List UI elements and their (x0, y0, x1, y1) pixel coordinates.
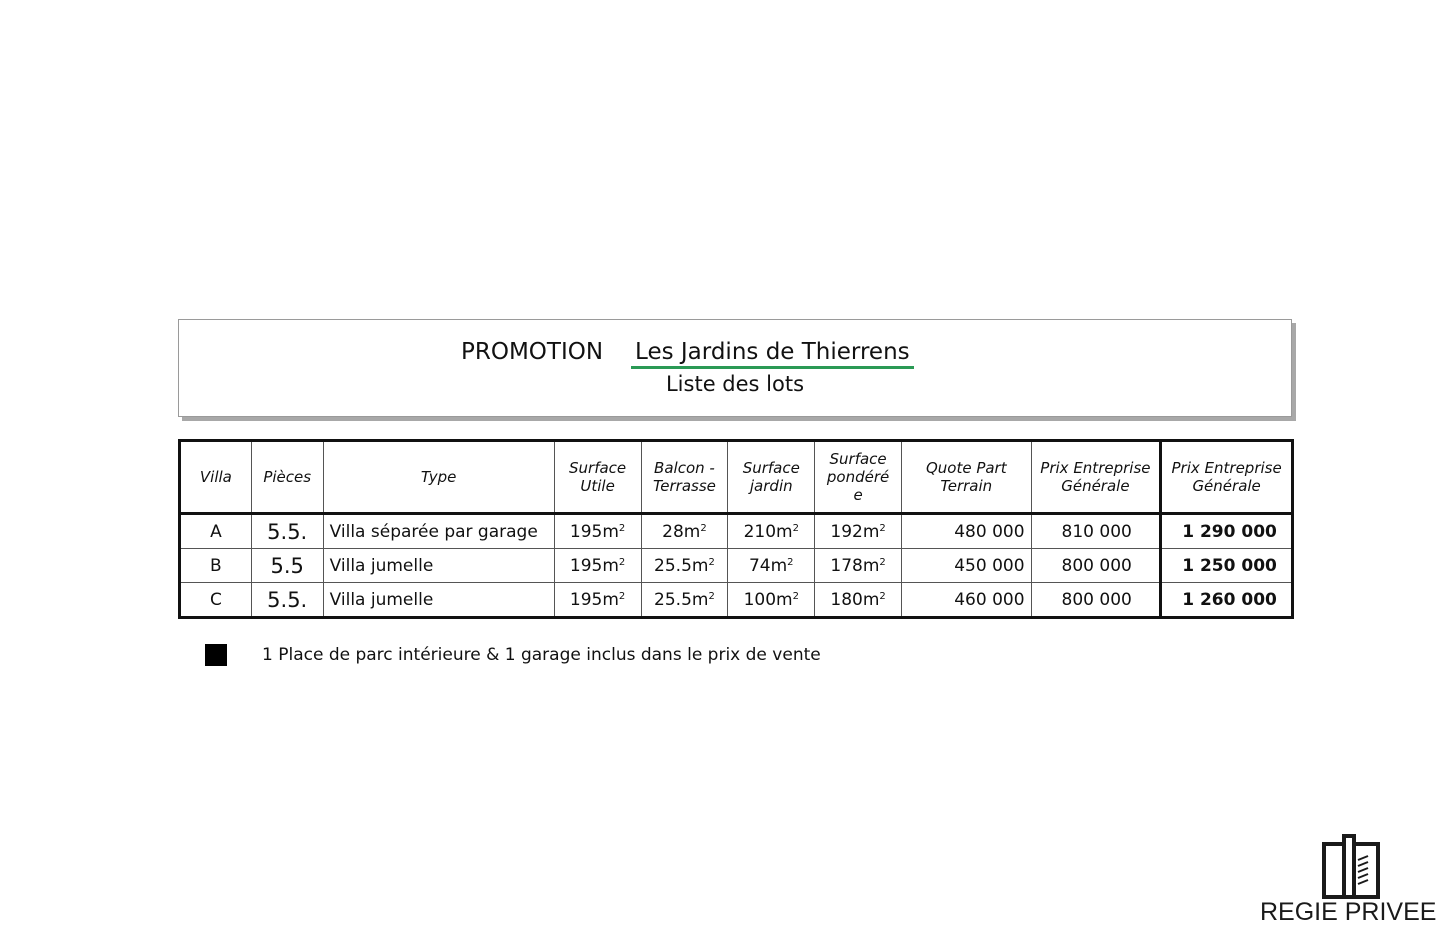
cell-villa (180, 549, 252, 583)
cell-value: 25.5m (654, 555, 709, 576)
cell-prix-entreprise (1031, 514, 1161, 549)
column-header-surface-utile (554, 441, 641, 514)
column-header-line: Surface (742, 459, 800, 477)
cell-value: 195m (569, 555, 619, 576)
column-header-line: Surface (829, 450, 887, 468)
column-header-line: Balcon - (654, 459, 715, 477)
cell-villa (180, 514, 252, 549)
column-header-surface-jardin (728, 441, 815, 514)
cell-balcon (641, 514, 728, 549)
cell-balcon (641, 583, 728, 618)
cell-value: 5.5. (267, 519, 308, 544)
cell-ponderee (815, 583, 902, 618)
cell-value: 5.5 (270, 553, 304, 578)
cell-value: 1 260 000 (1182, 589, 1277, 610)
unit-superscript: 2 (879, 522, 886, 534)
cell-value: 210m (743, 521, 793, 542)
cell-prix-entreprise (1031, 583, 1161, 618)
unit-superscript: 2 (708, 556, 715, 568)
cell-value: 74m (748, 555, 788, 576)
cell-type (323, 514, 554, 549)
column-header-surface-ponderee (815, 441, 902, 514)
table-header-row (180, 441, 1293, 514)
column-header-line: Pièces (263, 468, 312, 486)
cell-jardin (728, 514, 815, 549)
cell-balcon (641, 549, 728, 583)
logo-text: REGIE PRIVEE (1260, 898, 1437, 926)
cell-prix-total (1161, 549, 1293, 583)
company-logo (1258, 832, 1440, 927)
table-row (180, 583, 1293, 618)
column-header-line: Quote Part (925, 459, 1007, 477)
unit-superscript: 2 (879, 556, 886, 568)
column-header-prix-total (1161, 441, 1293, 514)
footnote (205, 644, 821, 666)
cell-value: 1 250 000 (1182, 555, 1277, 576)
column-header-line: pondéré (826, 468, 890, 486)
cell-prix-total (1161, 514, 1293, 549)
header-box (178, 319, 1292, 417)
cell-value: 195m (569, 589, 619, 610)
unit-superscript: 2 (879, 590, 886, 602)
column-header-quote-part-terrain (902, 441, 1032, 514)
cell-value: 195m (569, 521, 619, 542)
cell-value: 480 000 (954, 521, 1025, 542)
column-header-line: e (853, 486, 863, 504)
cell-ponderee (815, 514, 902, 549)
promotion-title (461, 338, 914, 369)
cell-value: 5.5. (267, 587, 308, 612)
cell-value: 100m (743, 589, 793, 610)
unit-superscript: 2 (700, 522, 707, 534)
unit-superscript: 2 (792, 522, 799, 534)
column-header-line: jardin (749, 477, 793, 495)
cell-value: Villa jumelle (329, 589, 434, 610)
cell-prix-total (1161, 583, 1293, 618)
column-header-villa (180, 441, 252, 514)
cell-quote-part (902, 549, 1032, 583)
column-header-line: Surface (569, 459, 627, 477)
cell-value: C (209, 589, 222, 610)
cell-villa (180, 583, 252, 618)
column-header-line: Générale (1061, 477, 1130, 495)
unit-superscript: 2 (708, 590, 715, 602)
cell-quote-part (902, 514, 1032, 549)
cell-type (323, 549, 554, 583)
column-header-prix-entreprise (1031, 441, 1161, 514)
cell-prix-entreprise (1031, 549, 1161, 583)
unit-superscript: 2 (618, 556, 626, 568)
unit-superscript: 2 (792, 590, 799, 602)
unit-superscript: 2 (618, 590, 626, 602)
column-header-balcon-terrasse (641, 441, 728, 514)
cell-value: Villa séparée par garage (329, 521, 538, 542)
column-header-line: Prix Entreprise (1171, 459, 1282, 477)
cell-pieces (251, 514, 323, 549)
cell-surface-utile (554, 549, 641, 583)
table-row (180, 549, 1293, 583)
cell-surface-utile (554, 514, 641, 549)
unit-superscript: 2 (618, 522, 626, 534)
cell-value: 800 000 (1061, 555, 1132, 576)
lots-table (178, 439, 1294, 619)
cell-surface-utile (554, 583, 641, 618)
page-subtitle: Liste des lots (665, 372, 805, 396)
column-header-line: Type (420, 468, 457, 486)
table-row (180, 514, 1293, 549)
cell-value: 25.5m (654, 589, 709, 610)
cell-value: B (210, 555, 222, 576)
cell-value: Villa jumelle (329, 555, 434, 576)
unit-superscript: 2 (787, 556, 794, 568)
cell-pieces (251, 583, 323, 618)
cell-value: 800 000 (1061, 589, 1132, 610)
column-header-line: Utile (580, 477, 615, 495)
column-header-line: Terrasse (652, 477, 716, 495)
building-logo-icon (1318, 832, 1388, 900)
cell-pieces (251, 549, 323, 583)
column-header-type (323, 441, 554, 514)
promotion-label: PROMOTION (461, 339, 604, 365)
cell-quote-part (902, 583, 1032, 618)
cell-type (323, 583, 554, 618)
cell-value: 810 000 (1061, 521, 1132, 542)
column-header-pieces (251, 441, 323, 514)
column-header-line: Prix Entreprise (1040, 459, 1151, 477)
column-header-line: Générale (1192, 477, 1261, 495)
column-header-line: Terrain (940, 477, 993, 495)
cell-ponderee (815, 549, 902, 583)
cell-value: 180m (830, 589, 880, 610)
cell-jardin (728, 583, 815, 618)
cell-value: 28m (662, 521, 701, 542)
cell-jardin (728, 549, 815, 583)
cell-value: 192m (830, 521, 880, 542)
cell-value: 450 000 (954, 555, 1025, 576)
square-bullet-icon (205, 644, 227, 666)
promotion-name: Les Jardins de Thierrens (631, 338, 914, 369)
cell-value: 1 290 000 (1182, 521, 1277, 542)
column-header-line: Villa (199, 468, 232, 486)
footnote-text: 1 Place de parc intérieure & 1 garage inclus dans le prix de vente (262, 645, 821, 665)
cell-value: 178m (830, 555, 880, 576)
cell-value: 460 000 (954, 589, 1025, 610)
cell-value: A (210, 521, 222, 542)
